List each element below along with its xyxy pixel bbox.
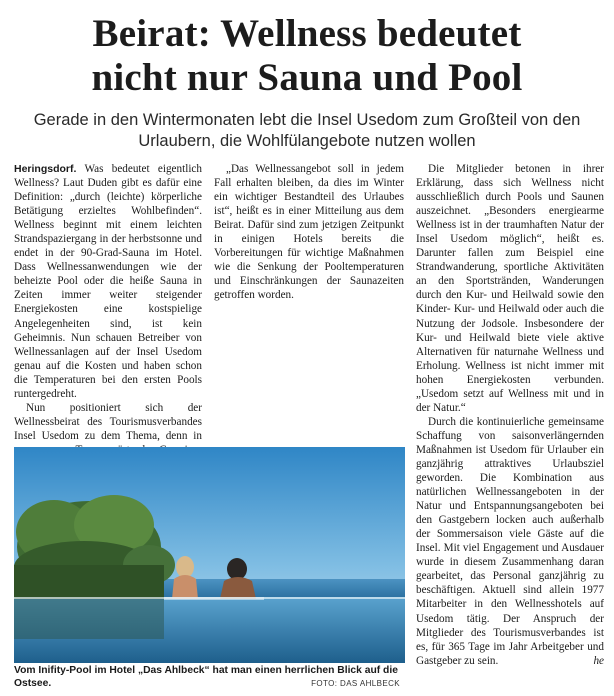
- infinity-pool-photo: [14, 447, 405, 663]
- photo-caption: Vom Inifity-Pool im Hotel „Das Ahlbeck“ hat man einen herrlichen Blick auf die Ostsee.: [14, 665, 398, 689]
- article-paragraph-5: [416, 415, 604, 668]
- author-signature: he: [593, 654, 604, 667]
- headline-line-2: nicht nur Sauna und Pool: [91, 56, 523, 99]
- photo-credit: FOTO: DAS AHLBECK: [311, 679, 400, 688]
- headline: [0, 12, 614, 100]
- dateline: Heringsdorf.: [14, 163, 77, 175]
- subheadline: [14, 110, 600, 152]
- article-paragraph-2: Nun positioniert sich der Wellnessbeirat des Tourismusverbandes Insel Usedom zu dem Thema, denn in: [14, 401, 202, 442]
- article-column-2: [214, 162, 404, 302]
- subheadline-line-2: Urlaubern, die Wohlfülangebote nutzen wollen: [138, 132, 476, 150]
- subheadline-line-1: Gerade in den Wintermonaten lebt die Insel Usedom zum Großteil von den: [33, 111, 581, 129]
- article-paragraph-1: [14, 162, 202, 401]
- article-photo: [14, 447, 405, 663]
- article-column-3: [416, 162, 604, 668]
- paragraph-5-text: Durch die kontinuierliche gemeinsame Schaffung von saisonverlängernden Maßnahmen ist Usedom für Urlauber ein ganzjährig attraktives Urlaubsziel geworden. Die Kombination aus natürlichen Wellnessangeboten in der Natur und Entspannungsangeboten bei den Gastgebern locken auch außerhalb der Sommersaison viele Gäste auf die Insel. Mit viel Engagement und Ausdauer wurde in diesem Zusammenhang daran gearbeitet, das Personal ganzjährig zu beschäftigen. Aktuell sind allein 1977 Mitarbeiter in den Wellnesshotels auf Usedom tätig. Der Anspruch der Mitglieder des Tourismusverbandes ist es, für 365 Tage im Jahr Arbeitgeber und Gastgeber zu sein.: [416, 415, 604, 667]
- article-paragraph-3: „Das Wellnessangebot soll in jedem Fall erhalten bleiben, da dies im Winter ein wichtiger Bestandteil des Urlaubes ist“, heißt es in einer Mitteilung aus dem Beirat. Dafür sind zum jetzigen Zeitpunkt in einigen Hotels bereits die Vorbereitungen für wichtige Maßnahmen wie die Senkung der Pooltemperaturen und Einschränkungen der Saunazeiten getroffen worden.: [214, 163, 404, 302]
- headline-line-1: Beirat: Wellness bedeutet: [92, 12, 522, 55]
- paragraph-1-text: Was bedeutet eigentlich Wellness? Laut Duden gibt es dafür eine Definition: „durch (leichte) körperliche Betätigung erzieltes Wohlbefinden“. Wellness beginnt mit einem leichten Strandspaziergang in der herbstsonne und endet in der 90-Grad-Sauna im Hotel. Dass Wellnessanwendungen wie der beheizte Pool oder die heiße Sauna in Zeiten immer weiter steigender Energiekosten eine kostspielige Angelegenheiten sind, ist kein Geheimnis. Nun schauen Betreiber von Wellnessanlagen auf der Insel Usedom genau auf die Kosten und haben schon die Temperaturen bei den ersten Pools runtergedreht.: [14, 163, 202, 400]
- article-paragraph-4: Die Mitglieder betonen in ihrer Erklärung, dass sich Wellness nicht ausschließlich durch Pools und Saunen auszeichnet. „Besonders energiearme Wellness ist in der traumhaften Natur der Insel Usedom möglich“, heißt es. Darunter fallen zum Beispiel eine Strandwanderung, sportliche Aktivitäten an den Sportstränden, Wanderungen durch den Kur- und Heilwald sowie den Kinder- Kur- und Heilwald oder auch die Nutzung der Jodsole. Insbesondere der Kur- und Heilwald biete viele aktive Alternativen für naturnahe Wellness und Erholung. Wellness ist nicht immer mit hohen Energiekosten verbunden. „Usedom setzt auf Wellness mit und in der Natur.“: [416, 163, 604, 414]
